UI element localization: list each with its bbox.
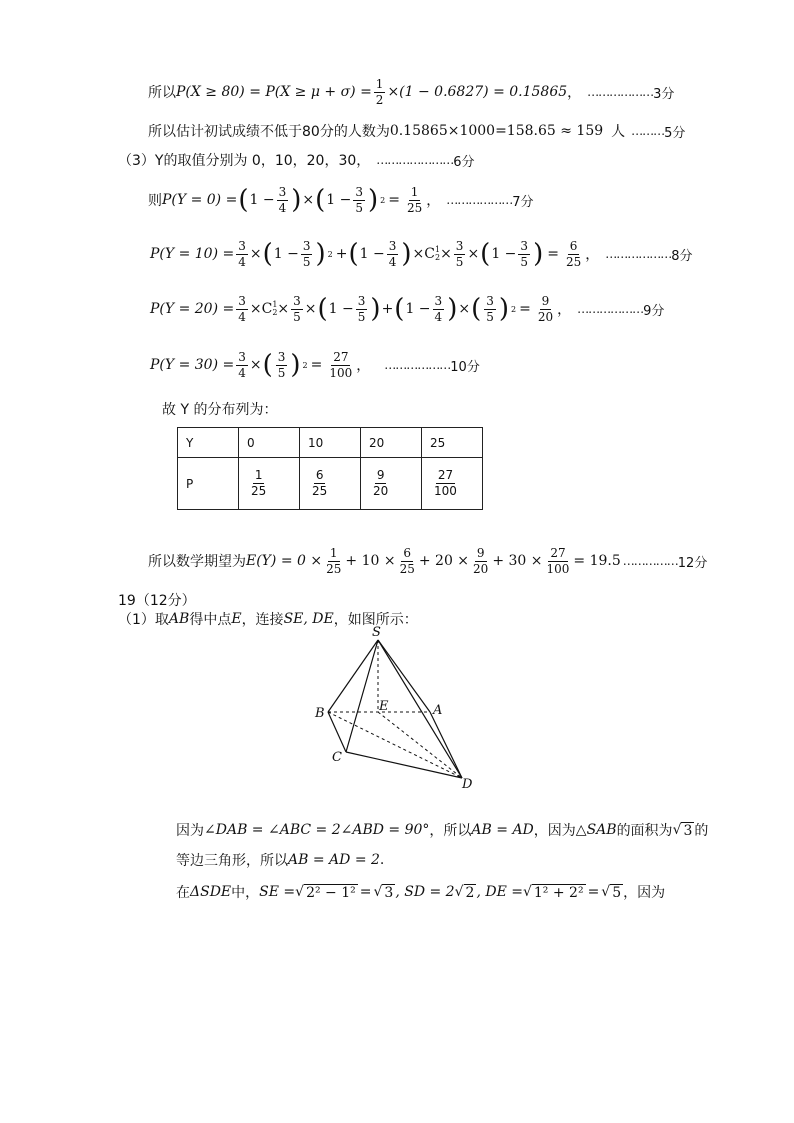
text: （3）Y的取值分别为 0，10，20，30， — [118, 153, 371, 169]
table-cell: $\frac{1}{25}$ — [239, 458, 300, 510]
label-c: C — [332, 750, 342, 765]
fraction: $\frac{3}{4}$ — [278, 184, 287, 215]
table-row — [178, 458, 483, 510]
score-label: 6分 — [453, 154, 475, 170]
score-label: 3分 — [653, 86, 675, 102]
dot-leader: ……………… — [384, 358, 451, 372]
text: 所以估计初试成绩不低于80分的人数为 — [148, 124, 390, 140]
line-py0: 则 P(Y = 0) = ( 1 − $\frac{3}{4}$ ) × ( 1 − $\frac{3}{5}$ ) 2 = $\frac{1}{25}$ ， ……………… 7分 — [148, 184, 534, 215]
label-s: S — [372, 625, 381, 640]
edge-bc — [328, 712, 346, 752]
table-cell: 25 — [422, 428, 483, 458]
score-label: 12分 — [677, 555, 708, 571]
pyramid-figure — [300, 620, 500, 800]
dot-leader: ……………… — [605, 247, 672, 261]
paragraph-1: 因为 ∠DAB = ∠ABC = 2∠ABD = 90° ，所以 AB = AD ，因为 △SAB 的面积为 √ 3 的 — [176, 821, 709, 839]
score-label: 10分 — [450, 359, 480, 375]
line-probability-x: 所以 P(X ≥ 80) = P(X ≥ μ + σ) = $\frac{1}{2}$ ×(1 − 0.6827) = 0.15865 ， ……………… 3分 — [148, 76, 675, 107]
fraction: $\frac{3}{5}$ — [355, 184, 363, 215]
line-y-values — [118, 149, 475, 171]
table-cell: $\frac{27}{100}$ — [422, 458, 483, 510]
edge-cd — [346, 752, 462, 778]
fraction: $\frac{1}{2}$ — [375, 76, 384, 107]
sqrt: √ 5 — [601, 883, 622, 901]
paragraph-2: 等边三角形，所以 AB = AD = 2 . — [176, 852, 385, 869]
edge-ad — [430, 712, 462, 778]
dot-leader: ……………… — [587, 85, 654, 99]
table-cell: 20 — [361, 428, 422, 458]
fraction-result: $\frac{27}{100}$ — [329, 349, 353, 380]
table-row — [178, 428, 483, 458]
score-label: 9分 — [643, 303, 665, 319]
dot-leader: ……………… — [446, 193, 513, 207]
score-label: 7分 — [512, 194, 534, 210]
edge-sb — [328, 640, 378, 712]
dot-leader: ………………… — [376, 153, 454, 167]
table-cell: P — [178, 458, 239, 510]
label-d: D — [462, 777, 473, 792]
dot-leader: …………… — [622, 554, 678, 568]
table-cell: 10 — [300, 428, 361, 458]
question-19-title: 19（12分） — [118, 593, 196, 609]
line-distribution-intro: 故 Y 的分布列为： — [162, 402, 278, 418]
sqrt: √ 2² − 1² — [295, 883, 356, 901]
question-19-part-1: （1）取 AB 得中点 E ，连接 SE, DE ，如图所示： — [118, 611, 418, 628]
sqrt: √ 1² + 2² — [522, 883, 584, 901]
line-expectation: 所以数学期望为 E(Y) = 0 × $\frac{1}{25}$ + 10 × $\frac{6}{25}$ + 20 × $\frac{9}{20}$ + 30 × $\frac{27}{100}$ = 19.5 …………… 12分 — [148, 545, 708, 576]
text-prefix: 所以 — [148, 85, 176, 101]
sqrt: √ 3 — [672, 821, 693, 839]
table-cell: 0 — [239, 428, 300, 458]
label-a: A — [433, 703, 443, 718]
score-label: 8分 — [671, 248, 693, 264]
dot-leader: ……………… — [577, 302, 644, 316]
table-cell: Y — [178, 428, 239, 458]
line-estimate-count: 所以估计初试成绩不低于80分的人数为 0.15865×1000=158.65 ≈ 159 人 ……… 5分 — [148, 123, 686, 141]
math-expression: 0.15865×1000=158.65 ≈ 159 — [389, 123, 604, 139]
fraction-result: $\frac{6}{25}$ — [565, 238, 582, 269]
sqrt: √ 3 — [373, 883, 394, 901]
fraction-result: $\frac{1}{25}$ — [406, 184, 423, 215]
table-cell: $\frac{6}{25}$ — [300, 458, 361, 510]
line-py20: P(Y = 20) = $\frac{3}{4}$ × C 1 2 × $\frac{3}{5}$ × ( 1 − $\frac{3}{5}$ ) + ( 1 − $\frac{3}{4}$ ) × ( $\frac{3}{5}$ ) 2 = $\frac{9}{20}$ ， ……………… 9分 — [150, 293, 665, 324]
score-label: 5分 — [664, 125, 686, 141]
fraction-result: $\frac{9}{20}$ — [537, 293, 554, 324]
paragraph-3: 在 ΔSDE 中， SE = √ 2² − 1² = √ 3 , SD = 2 √ 2 , DE = √ 1² + 2² = √ 5 ，因为 — [176, 883, 666, 901]
line-py10: P(Y = 10) = $\frac{3}{4}$ × ( 1 − $\frac{3}{5}$ ) 2 + ( 1 − $\frac{3}{4}$ ) × C 1 2 × $\frac{3}{5}$ × ( 1 − $\frac{3}{5}$ ) = $\frac{6}{25}$ ， ……………… 8分 — [150, 238, 693, 269]
table-cell: $\frac{9}{20}$ — [361, 458, 422, 510]
line-py30: P(Y = 30) = $\frac{3}{4}$ × ( $\frac{3}{5}$ ) 2 = $\frac{27}{100}$ ， ……………… 10分 — [150, 349, 480, 380]
sqrt: √ 2 — [454, 883, 475, 901]
distribution-table — [177, 427, 483, 510]
dot-leader: ……… — [631, 124, 665, 138]
edge-sc — [346, 640, 378, 752]
math-expression: P(X ≥ 80) = P(X ≥ μ + σ) = — [176, 84, 372, 100]
math-expression: ×(1 − 0.6827) = 0.15865 — [387, 84, 568, 100]
label-e: E — [379, 699, 389, 714]
label-b: B — [315, 706, 325, 721]
